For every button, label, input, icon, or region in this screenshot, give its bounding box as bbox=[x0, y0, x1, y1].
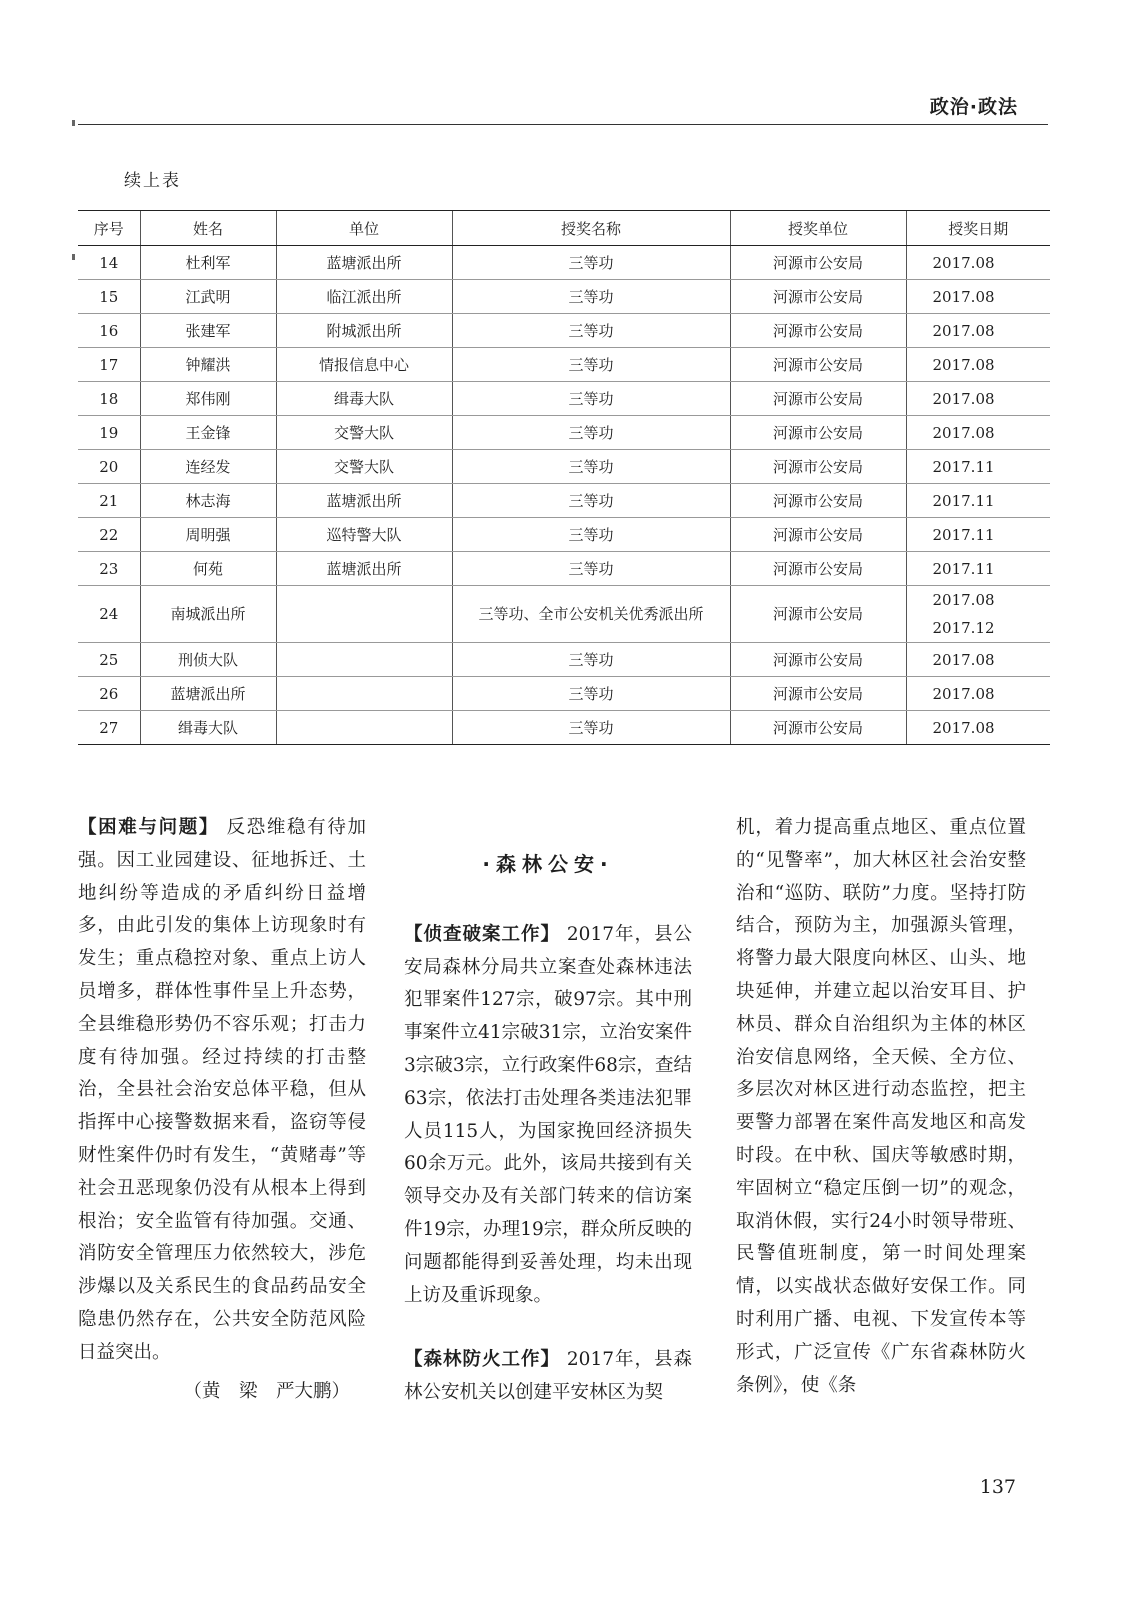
page-number: 137 bbox=[979, 1476, 1016, 1498]
row-name: 周明强 bbox=[140, 518, 276, 552]
col-header-name: 姓名 bbox=[140, 211, 276, 246]
table-row bbox=[78, 643, 1050, 677]
award-date: 2017.12 bbox=[932, 619, 995, 637]
award-date: 2017.08 bbox=[932, 591, 995, 609]
row-awarder: 河源市公安局 bbox=[730, 677, 906, 711]
row-unit: 交警大队 bbox=[276, 450, 452, 484]
row-award: 三等功 bbox=[452, 450, 730, 484]
table-row bbox=[78, 586, 1050, 643]
row-number: 20 bbox=[78, 450, 140, 484]
row-award: 三等功 bbox=[452, 484, 730, 518]
row-unit bbox=[276, 643, 452, 677]
section-header: 政治·政法 bbox=[929, 96, 1018, 118]
row-awarder: 河源市公安局 bbox=[730, 552, 906, 586]
row-date bbox=[906, 484, 1050, 518]
table-body bbox=[78, 246, 1050, 745]
col-header-unit: 单位 bbox=[276, 211, 452, 246]
row-award: 三等功 bbox=[452, 314, 730, 348]
award-date: 2017.08 bbox=[932, 355, 995, 374]
row-awarder: 河源市公安局 bbox=[730, 382, 906, 416]
row-name: 南城派出所 bbox=[140, 586, 276, 643]
table-row bbox=[78, 416, 1050, 450]
table-row bbox=[78, 552, 1050, 586]
row-date bbox=[906, 280, 1050, 314]
row-date bbox=[906, 450, 1050, 484]
row-award: 三等功 bbox=[452, 348, 730, 382]
row-award: 三等功 bbox=[452, 246, 730, 280]
row-number: 21 bbox=[78, 484, 140, 518]
row-name: 蓝塘派出所 bbox=[140, 677, 276, 711]
row-unit: 交警大队 bbox=[276, 416, 452, 450]
row-awarder: 河源市公安局 bbox=[730, 711, 906, 745]
row-date bbox=[906, 314, 1050, 348]
award-date: 2017.11 bbox=[932, 559, 995, 578]
award-date: 2017.08 bbox=[932, 389, 995, 408]
row-name: 刑侦大队 bbox=[140, 643, 276, 677]
continued-paragraph: 机，着力提高重点地区、重点位置的“见警率”，加大林区社会治安整治和“巡防、联防”力度。坚持打防结合，预防为主，加强源头管理，将警力最大限度向林区、山头、地块延伸，并建立起以治安耳目、护林员、群众自治组织为主体的林区治安信息网络，全天候、全方位、多层次对林区进行动态监控，把主要警力部署在案件高发地区和高发时段。在中秋、国庆等敏感时期，牢固树立“稳定压倒一切”的观念，取消休假，实行24小时领导带班、民警值班制度，第一时间处理案情，以实战状态做好安保工作。同时利用广播、电视、下发宣传本等形式，广泛宣传《广东省森林防火条例》，使《条 bbox=[736, 817, 1026, 1396]
award-date: 2017.08 bbox=[932, 253, 995, 272]
row-number: 23 bbox=[78, 552, 140, 586]
fire-prevention-text: 2017年，县森林公安机关以创建平安林区为契 bbox=[404, 1349, 692, 1404]
col-header-date: 授奖日期 bbox=[906, 211, 1050, 246]
table-row bbox=[78, 677, 1050, 711]
col-header-award: 授奖名称 bbox=[452, 211, 730, 246]
row-number: 19 bbox=[78, 416, 140, 450]
row-date bbox=[906, 677, 1050, 711]
row-awarder: 河源市公安局 bbox=[730, 586, 906, 643]
row-unit bbox=[276, 677, 452, 711]
row-date bbox=[906, 552, 1050, 586]
row-award: 三等功 bbox=[452, 711, 730, 745]
column-difficulties bbox=[78, 812, 366, 1408]
row-number: 24 bbox=[78, 586, 140, 643]
margin-tick bbox=[72, 120, 75, 126]
award-date: 2017.11 bbox=[932, 491, 995, 510]
difficulties-heading: 【困难与问题】 bbox=[78, 817, 220, 838]
row-name: 王金锋 bbox=[140, 416, 276, 450]
row-name: 杜利军 bbox=[140, 246, 276, 280]
award-date: 2017.08 bbox=[932, 423, 995, 442]
row-unit: 附城派出所 bbox=[276, 314, 452, 348]
margin-tick bbox=[72, 254, 75, 260]
author-credit: （黄 梁 严大鹏） bbox=[183, 1380, 350, 1402]
row-unit: 巡特警大队 bbox=[276, 518, 452, 552]
table-caption: 续上表 bbox=[124, 171, 181, 191]
col-header-awarder: 授奖单位 bbox=[730, 211, 906, 246]
row-number: 22 bbox=[78, 518, 140, 552]
table-row bbox=[78, 246, 1050, 280]
row-awarder: 河源市公安局 bbox=[730, 314, 906, 348]
row-awarder: 河源市公安局 bbox=[730, 518, 906, 552]
table-row bbox=[78, 314, 1050, 348]
row-unit: 蓝塘派出所 bbox=[276, 484, 452, 518]
row-number: 14 bbox=[78, 246, 140, 280]
row-name: 缉毒大队 bbox=[140, 711, 276, 745]
award-date: 2017.08 bbox=[932, 650, 995, 669]
fire-prevention-heading: 【森林防火工作】 bbox=[404, 1349, 561, 1371]
column-forest-police bbox=[404, 812, 692, 1410]
row-awarder: 河源市公安局 bbox=[730, 348, 906, 382]
row-number: 16 bbox=[78, 314, 140, 348]
row-name: 钟耀洪 bbox=[140, 348, 276, 382]
row-number: 27 bbox=[78, 711, 140, 745]
row-unit: 情报信息中心 bbox=[276, 348, 452, 382]
award-date: 2017.11 bbox=[932, 457, 995, 476]
row-name: 何苑 bbox=[140, 552, 276, 586]
row-number: 18 bbox=[78, 382, 140, 416]
row-unit: 蓝塘派出所 bbox=[276, 552, 452, 586]
row-name: 张建军 bbox=[140, 314, 276, 348]
row-award: 三等功 bbox=[452, 677, 730, 711]
investigation-heading: 【侦查破案工作】 bbox=[404, 923, 561, 945]
row-award: 三等功 bbox=[452, 416, 730, 450]
section-title: ·森林公安· bbox=[482, 852, 614, 876]
row-date bbox=[906, 246, 1050, 280]
row-date bbox=[906, 416, 1050, 450]
row-date bbox=[906, 382, 1050, 416]
row-awarder: 河源市公安局 bbox=[730, 280, 906, 314]
row-award: 三等功 bbox=[452, 643, 730, 677]
row-date bbox=[906, 643, 1050, 677]
table-row bbox=[78, 280, 1050, 314]
row-unit: 蓝塘派出所 bbox=[276, 246, 452, 280]
award-date: 2017.11 bbox=[932, 525, 995, 544]
row-date bbox=[906, 586, 1050, 643]
row-date bbox=[906, 711, 1050, 745]
row-unit bbox=[276, 586, 452, 643]
row-name: 连经发 bbox=[140, 450, 276, 484]
row-date bbox=[906, 518, 1050, 552]
table-row bbox=[78, 450, 1050, 484]
row-awarder: 河源市公安局 bbox=[730, 246, 906, 280]
investigation-paragraph bbox=[404, 919, 692, 1313]
row-award: 三等功 bbox=[452, 382, 730, 416]
row-unit: 临江派出所 bbox=[276, 280, 452, 314]
award-date: 2017.08 bbox=[932, 684, 995, 703]
row-awarder: 河源市公安局 bbox=[730, 484, 906, 518]
row-name: 江武明 bbox=[140, 280, 276, 314]
row-award: 三等功 bbox=[452, 280, 730, 314]
row-date bbox=[906, 348, 1050, 382]
column-continued bbox=[736, 812, 1026, 1402]
table-header-row bbox=[78, 211, 1050, 246]
award-date: 2017.08 bbox=[932, 287, 995, 306]
awards-table bbox=[78, 210, 1050, 745]
row-number: 15 bbox=[78, 280, 140, 314]
table-row bbox=[78, 348, 1050, 382]
row-number: 26 bbox=[78, 677, 140, 711]
row-awarder: 河源市公安局 bbox=[730, 643, 906, 677]
investigation-text: 2017年，县公安局森林分局共立案查处森林违法犯罪案件127宗，破97宗。其中刑事案件立41宗破31宗，立治安案件3宗破3宗，立行政案件68宗，查结63宗，依法打击处理各类违法犯罪人员115人，为国家挽回经济损失60余万元。此外，该局共接到有关领导交办及有关部门转来的信访案件19宗，办理19宗，群众所反映的问题都能得到妥善处理，均未出现上访及重诉现象。 bbox=[404, 923, 692, 1306]
difficulties-text: 反恐维稳有待加强。因工业园建设、征地拆迁、土地纠纷等造成的矛盾纠纷日益增多，由此引发的集体上访现象时有发生；重点稳控对象、重点上访人员增多，群体性事件呈上升态势，全县维稳形势仍不容乐观；打击力度有待加强。经过持续的打击整治，全县社会治安总体平稳，但从指挥中心接警数据来看，盗窃等侵财性案件仍时有发生，“黄赌毒”等社会丑恶现象仍没有从根本上得到根治；安全监管有待加强。交通、消防安全管理压力依然较大，涉危涉爆以及关系民生的食品药品安全隐患仍然存在，公共安全防范风险日益突出。 bbox=[78, 817, 366, 1363]
col-header-no: 序号 bbox=[78, 211, 140, 246]
row-awarder: 河源市公安局 bbox=[730, 416, 906, 450]
row-unit bbox=[276, 711, 452, 745]
difficulties-paragraph bbox=[78, 812, 366, 1370]
row-number: 25 bbox=[78, 643, 140, 677]
table-row bbox=[78, 518, 1050, 552]
row-number: 17 bbox=[78, 348, 140, 382]
fire-prevention-paragraph bbox=[404, 1344, 692, 1410]
table-row bbox=[78, 711, 1050, 745]
award-date: 2017.08 bbox=[932, 718, 995, 737]
table-row bbox=[78, 382, 1050, 416]
row-award: 三等功 bbox=[452, 518, 730, 552]
row-awarder: 河源市公安局 bbox=[730, 450, 906, 484]
award-date: 2017.08 bbox=[932, 321, 995, 340]
header-rule bbox=[78, 124, 1048, 125]
row-unit: 缉毒大队 bbox=[276, 382, 452, 416]
row-award: 三等功、全市公安机关优秀派出所 bbox=[452, 586, 730, 643]
table-row bbox=[78, 484, 1050, 518]
row-name: 郑伟刚 bbox=[140, 382, 276, 416]
row-award: 三等功 bbox=[452, 552, 730, 586]
row-name: 林志海 bbox=[140, 484, 276, 518]
